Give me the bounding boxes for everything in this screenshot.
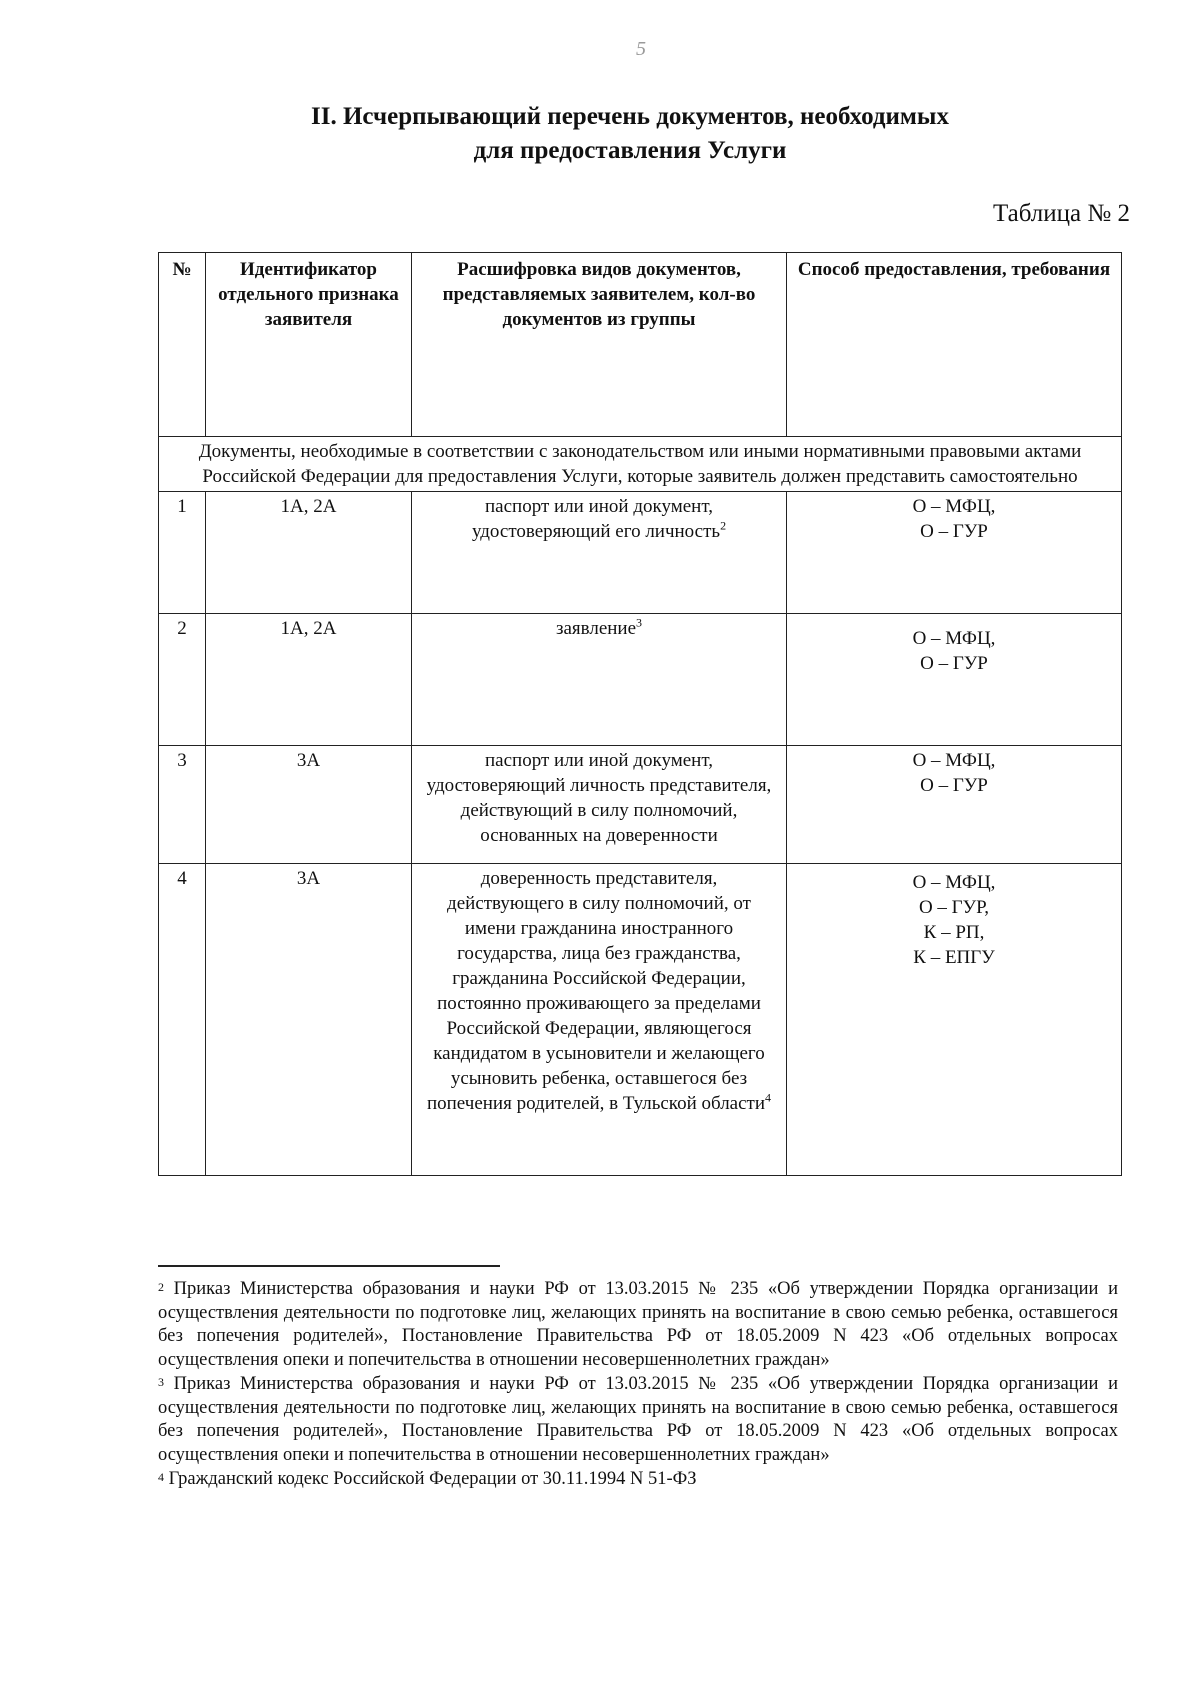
row-document [412, 746, 787, 864]
row-methods [787, 492, 1122, 614]
page-number: 5 [636, 38, 646, 60]
footnote-mark: 4 [158, 1470, 164, 1484]
method-item: О – МФЦ, [912, 750, 996, 771]
footnote [158, 1278, 1118, 1372]
method-item: К – ЕПГУ [913, 947, 995, 968]
footnote-text: Гражданский кодекс Российской Федерации от 30.11.1994 N 51-ФЗ [168, 1469, 697, 1489]
header-identifier: Идентификатор отдельного признака заявителя [206, 253, 412, 437]
row-identifier: 1А, 2А [206, 614, 412, 746]
method-item: О – ГУР [920, 775, 988, 796]
section-heading [190, 100, 1070, 168]
table-row [159, 614, 1122, 746]
row-identifier: 1А, 2А [206, 492, 412, 614]
method-item: О – ГУР [920, 521, 988, 542]
row-identifier: 3А [206, 864, 412, 1176]
footnotes [158, 1278, 1118, 1493]
row-document [412, 614, 787, 746]
row-document-text: заявление [555, 618, 637, 639]
heading-line-2: для предоставления Услуги [473, 137, 787, 164]
footnote-ref: 4 [765, 1090, 772, 1105]
footnote-ref: 2 [720, 518, 727, 533]
row-num: 3 [159, 746, 206, 864]
section-row [159, 437, 1122, 492]
row-document [412, 492, 787, 614]
row-methods [787, 614, 1122, 746]
table-label: Таблица № 2 [992, 200, 1130, 227]
method-item: О – ГУР [920, 653, 988, 674]
row-num: 2 [159, 614, 206, 746]
row-methods [787, 746, 1122, 864]
method-item: О – МФЦ, [912, 628, 996, 649]
row-methods [787, 864, 1122, 1176]
footnote [158, 1373, 1118, 1467]
documents-table [158, 252, 1122, 1176]
section-title: Документы, необходимые в соответствии с законодательством или иными нормативными правовыми актами Российской Федерации для предоставления Услуги, которые заявитель должен представить самостоятельно [159, 437, 1122, 492]
table-row [159, 746, 1122, 864]
footnote-text: Приказ Министерства образования и науки РФ от 13.03.2015 № 235 «Об утверждении Порядка организации и осуществления деятельности по подготовке лиц, желающих принять на воспитание в свою семью ребенка, оставшегося без попечения родителей», Постановление Правительства РФ от 18.05.2009 N 423 «Об отдельных вопросах осуществления опеки и попечительства в отношении несовершеннолетних граждан» [158, 1279, 1119, 1370]
method-item: О – МФЦ, [912, 872, 996, 893]
footnote-mark: 2 [158, 1280, 164, 1294]
footnote-divider [158, 1265, 500, 1267]
header-method: Способ предоставления, требования [787, 253, 1122, 437]
footnote-text: Приказ Министерства образования и науки РФ от 13.03.2015 № 235 «Об утверждении Порядка организации и осуществления деятельности по подготовке лиц, желающих принять на воспитание в свою семью ребенка, оставшегося без попечения родителей», Постановление Правительства РФ от 18.05.2009 N 423 «Об отдельных вопросах осуществления опеки и попечительства в отношении несовершеннолетних граждан» [158, 1374, 1119, 1465]
row-document-text: доверенность представителя, действующего в силу полномочий, от имени гражданина иностранного государства, лица без гражданства, гражданина Российской Федерации, постоянно проживающего за пределами Российской Федерации, являющегося кандидатом в усыновители и желающего усыновить ребенка, оставшегося без попечения родителей, в Тульской области [426, 868, 766, 1114]
row-identifier: 3А [206, 746, 412, 864]
table-row [159, 492, 1122, 614]
method-item: О – МФЦ, [912, 496, 996, 517]
table-row [159, 864, 1122, 1176]
method-item: О – ГУР, [918, 897, 990, 918]
header-num: № [159, 253, 206, 437]
row-document-text: паспорт или иной документ, удостоверяющий личность представителя, действующий в силу полномочий, основанных на доверенности [426, 750, 772, 846]
header-documents: Расшифровка видов документов, представляемых заявителем, кол-во документов из группы [412, 253, 787, 437]
footnote [158, 1468, 1118, 1492]
footnote-ref: 3 [636, 615, 643, 630]
row-document [412, 864, 787, 1176]
row-num: 1 [159, 492, 206, 614]
table-header-row [159, 253, 1122, 437]
heading-line-1: II. Исчерпывающий перечень документов, необходимых [311, 103, 949, 130]
footnote-mark: 3 [158, 1375, 164, 1389]
row-document-text: паспорт или иной документ, удостоверяющий его личность [471, 496, 721, 542]
method-item: К – РП, [923, 922, 985, 943]
row-num: 4 [159, 864, 206, 1176]
